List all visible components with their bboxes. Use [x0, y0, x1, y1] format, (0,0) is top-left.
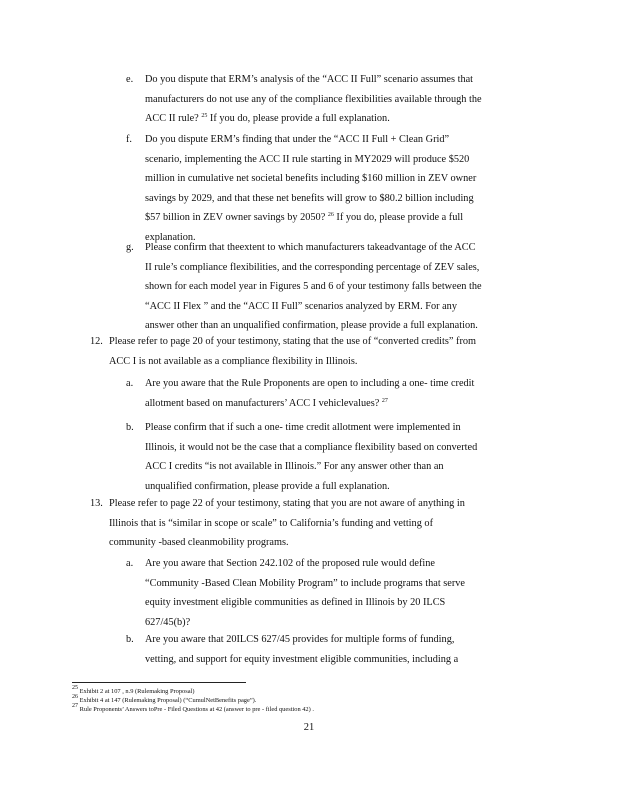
text-line: Please refer to page 20 of your testimony, stating that the use of “converted credits” from: [109, 336, 477, 347]
question-13-marker: 13.: [90, 498, 103, 509]
item-12a-marker: a.: [126, 378, 134, 389]
question-13-text: [109, 494, 537, 553]
text-line: Illinois that is “similar in scope or scale” to California’s funding and vetting of: [109, 517, 433, 529]
footnote-25: $^{25}$ Exhibit 2 at 107 , n.9 (Rulemaking Proposal): [72, 685, 195, 695]
item-12b-text: [145, 418, 538, 496]
item-e-marker: e.: [126, 74, 134, 85]
text-line: ACC I credits “is not available in Illinois.” For any answer other than an: [145, 461, 444, 473]
item-g-marker: g.: [126, 242, 134, 253]
text-line: ACC I is not available as a compliance flexibility in Illinois.: [109, 355, 358, 367]
text-line: II rule’s compliance flexibilities, and the corresponding percentage of ZEV sales,: [145, 261, 480, 273]
text-line: community -based cleanmobility programs.: [109, 537, 289, 549]
item-13b-text: [145, 630, 538, 669]
text-line: ACC II rule? $^{25}$ If you do, please provide a full explanation.: [145, 113, 390, 125]
text-line: scenario, implementing the ACC II rule starting in MY2029 will produce $520: [145, 153, 470, 165]
text-line: 627/45(b)?: [145, 616, 191, 628]
item-13a-text: [145, 554, 538, 632]
text-line: manufacturers do not use any of the compliance flexibilities available through the: [145, 93, 482, 105]
text-line: savings by 2029, and that these net benefits will grow to $80.2 billion including: [145, 192, 474, 204]
item-e-text: [145, 70, 538, 129]
text-line: million in cumulative net societal benefits including $160 million in ZEV owner: [145, 173, 477, 185]
text-line: Illinois, it would not be the case that a compliance flexibility based on converted: [145, 441, 478, 453]
footnote-26: $^{26}$ Exhibit 4 at 147 (Rulemaking Proposal) (“CumulNetBenefits page”).: [72, 694, 257, 704]
text-line: Please refer to page 22 of your testimony, stating that you are not aware of anything in: [109, 498, 465, 509]
item-12a-text: [145, 374, 538, 413]
page-number: 21: [303, 722, 315, 733]
text-line: allotment based on manufacturers’ ACC I vehiclevalues? $^{27}$: [145, 397, 388, 409]
text-line: answer other than an unqualified confirmation, please provide a full explanation.: [145, 320, 478, 332]
text-line: shown for each model year in Figures 5 and 6 of your testimony falls between the: [145, 281, 482, 293]
text-line: Do you dispute ERM’s finding that under the “ACC II Full + Clean Grid”: [145, 134, 450, 145]
text-line: Please confirm that if such a one- time credit allotment were implemented in: [145, 422, 461, 433]
text-line: vetting, and support for equity investment eligible communities, including a: [145, 653, 459, 665]
footnote-ref-25: 25: [201, 113, 208, 120]
question-12-text: [109, 332, 537, 371]
footnote-ref-26: 26: [327, 212, 334, 219]
text-line: Please confirm that theextent to which manufacturers takeadvantage of the ACC: [145, 242, 476, 253]
item-g-text: [145, 238, 538, 336]
text-line: equity investment eligible communities as defined in Illinois by 20 ILCS: [145, 597, 446, 609]
footnote-divider: [72, 682, 246, 683]
text-line: explanation.: [145, 231, 196, 243]
text-line: $57 billion in ZEV owner savings by 2050? $^{26}$ If you do, please provide a full: [145, 212, 464, 224]
item-13a-marker: a.: [126, 558, 134, 569]
text-line: “Community -Based Clean Mobility Program” to include programs that serve: [145, 577, 465, 589]
text-line: “ACC II Flex ” and the “ACC II Full” scenarios analyzed by ERM. For any: [145, 300, 457, 312]
text-line: Are you aware that Section 242.102 of the proposed rule would define: [145, 558, 435, 569]
text-line: Do you dispute that ERM’s analysis of the “ACC II Full” scenario assumes that: [145, 74, 474, 85]
text-line: Are you aware that the Rule Proponents are open to including a one- time credit: [145, 378, 475, 389]
text-line: unqualified confirmation, please provide a full explanation.: [145, 480, 390, 492]
item-12b-marker: b.: [126, 422, 134, 433]
item-13b-marker: b.: [126, 634, 134, 645]
text-line: Are you aware that 20ILCS 627/45 provides for multiple forms of funding,: [145, 634, 455, 645]
item-f-text: [145, 130, 538, 248]
footnote-ref-27: 27: [381, 397, 388, 404]
question-12-marker: 12.: [90, 336, 103, 347]
item-f-marker: f.: [126, 134, 133, 145]
footnote-27: $^{27}$ Rule Proponents’ Answers toPre - Filed Questions at 42 (answer to pre - filed question 42) .: [72, 703, 314, 713]
